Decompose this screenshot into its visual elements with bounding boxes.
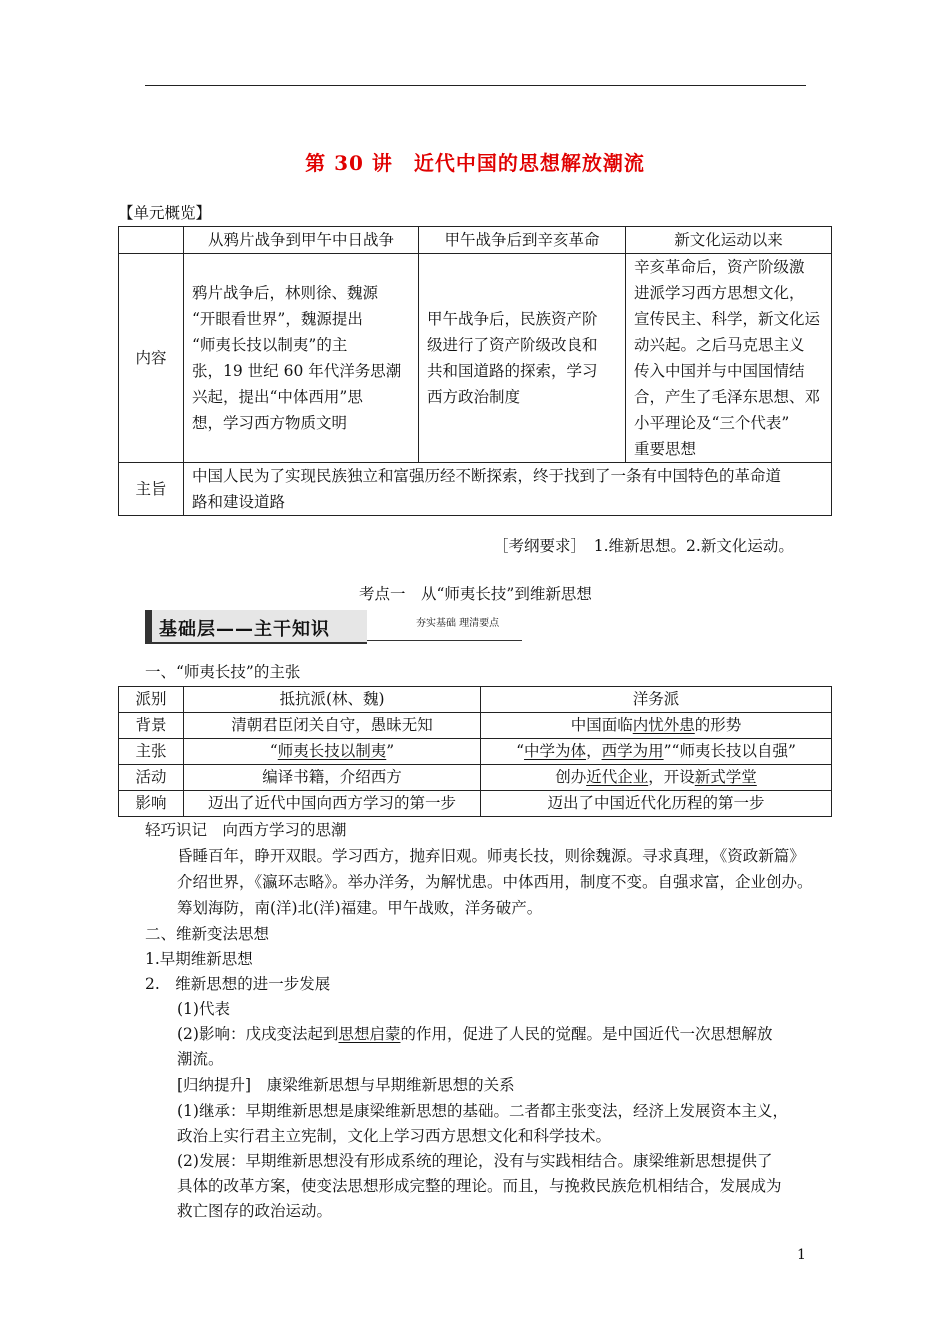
memory-heading: 轻巧识记 向西方学习的思潮 xyxy=(145,821,347,839)
sub-item-continued: 潮流。 xyxy=(177,1050,224,1068)
underlined-keyword: 思想启蒙 xyxy=(338,1025,401,1043)
table-cell: “师夷长技以制夷” xyxy=(184,739,481,765)
cell-line: “师夷长技以制夷”的主 xyxy=(192,336,348,354)
syllabus-requirements: ［考纲要求］ 1.维新思想。2.新文化运动。 xyxy=(493,537,794,555)
page-title: 第 30 讲 近代中国的思想解放潮流 xyxy=(305,151,645,175)
summary-line: 具体的改革方案，使变法思想形成完整的理论。而且，与挽救民族危机相结合，发展成为 xyxy=(177,1177,782,1195)
table-cell xyxy=(184,254,419,463)
row-label: 内容 xyxy=(119,254,184,463)
underlined-keyword: 中学为体 xyxy=(524,742,587,760)
row-label: 背景 xyxy=(119,713,184,739)
table-header-cell: 派别 xyxy=(119,687,184,713)
table-row xyxy=(119,739,832,765)
banner-underline xyxy=(367,640,522,641)
summary-line: 救亡图存的政治运动。 xyxy=(177,1202,333,1220)
overview-table xyxy=(118,226,832,516)
sub-item: (2)影响：戊戌变法起到思想启蒙的作用，促进了人民的觉醒。是中国近代一次思想解放 xyxy=(177,1025,773,1043)
table-header-cell: 抵抗派(林、魏) xyxy=(184,687,481,713)
cell-line: 进派学习西方思想文化， xyxy=(634,284,805,302)
cell-line: 甲午战争后，民族资产阶 xyxy=(427,310,598,328)
underlined-keyword: 内忧外患 xyxy=(632,716,695,734)
row-label: 主旨 xyxy=(119,463,184,516)
table-cell: “中学为体，西学为用”“师夷长技以自强” xyxy=(481,739,832,765)
cell-line: 鸦片战争后，林则徐、魏源 xyxy=(192,284,379,302)
cell-line: 兴起，提出“中体西用”思 xyxy=(192,388,363,406)
banner-bar xyxy=(145,610,152,644)
section-heading: 一、“师夷长技”的主张 xyxy=(145,663,301,681)
page-number: 1 xyxy=(797,1247,806,1263)
table-row xyxy=(119,791,832,817)
table-cell: 编译书籍，介绍西方 xyxy=(184,765,481,791)
sub-item: (1)代表 xyxy=(177,1000,230,1018)
banner-title: 基础层——主干知识 xyxy=(159,619,330,640)
table-row xyxy=(119,687,832,713)
memory-line: 昏睡百年，睁开双眼。学习西方，抛弃旧观。师夷长技，则徐魏源。寻求真理，《资政新篇》 xyxy=(177,847,805,865)
learn-west-table xyxy=(118,686,832,817)
cell-line: 西方政治制度 xyxy=(427,388,521,406)
cell-line: 宣传民主、科学，新文化运 xyxy=(634,310,821,328)
overview-label: 【单元概览】 xyxy=(118,204,212,222)
cell-line: 共和国道路的探索，学习 xyxy=(427,362,598,380)
cell-line: 级进行了资产阶级改良和 xyxy=(427,336,598,354)
cell-line: 想，学习西方物质文明 xyxy=(192,414,348,432)
underlined-keyword: 近代企业 xyxy=(586,768,649,786)
table-header-cell: 从鸦片战争到甲午中日战争 xyxy=(184,227,419,254)
row-label: 活动 xyxy=(119,765,184,791)
underlined-keyword: 新式学堂 xyxy=(694,768,757,786)
table-cell: 创办近代企业，开设新式学堂 xyxy=(481,765,832,791)
header-rule xyxy=(145,85,806,86)
table-cell xyxy=(184,463,832,516)
list-item: 1.早期维新思想 xyxy=(145,950,253,968)
summary-line: 政治上实行君主立宪制，文化上学习西方思想文化和科学技术。 xyxy=(177,1127,612,1145)
cell-line: 路和建设道路 xyxy=(192,493,286,511)
summary-line: (1)继承：早期维新思想是康梁维新思想的基础。二者都主张变法，经济上发展资本主义， xyxy=(177,1102,788,1120)
table-cell xyxy=(626,254,832,463)
row-label: 影响 xyxy=(119,791,184,817)
table-cell: 迈出了近代中国向西方学习的第一步 xyxy=(184,791,481,817)
table-cell: 清朝君臣闭关自守，愚昧无知 xyxy=(184,713,481,739)
table-row xyxy=(119,713,832,739)
cell-line: 动兴起。之后马克思主义 xyxy=(634,336,805,354)
cell-line: 小平理论及“三个代表” xyxy=(634,414,790,432)
cell-line: 重要思想 xyxy=(634,440,697,458)
cell-line: 辛亥革命后，资产阶级激 xyxy=(634,258,805,276)
table-row xyxy=(119,463,832,516)
cell-line: 合，产生了毛泽东思想、邓 xyxy=(634,388,821,406)
table-row xyxy=(119,227,832,254)
cell-line: 中国人民为了实现民族独立和富强历经不断探索，终于找到了一条有中国特色的革命道 xyxy=(192,467,782,485)
table-row xyxy=(119,254,832,463)
section-banner xyxy=(145,610,367,644)
table-cell: 中国面临内忧外患的形势 xyxy=(481,713,832,739)
table-header-cell: 洋务派 xyxy=(481,687,832,713)
banner-subtitle: 夯实基础 理清要点 xyxy=(416,618,500,629)
memory-line: 介绍世界，《瀛环志略》。举办洋务，为解忧患。中体西用，制度不变。自强求富，企业创办。 xyxy=(177,873,813,891)
table-header-cell xyxy=(119,227,184,254)
memory-line: 筹划海防，南(洋)北(洋)福建。甲午战败，洋务破产。 xyxy=(177,899,543,917)
table-header-cell: 新文化运动以来 xyxy=(626,227,832,254)
table-header-cell: 甲午战争后到辛亥革命 xyxy=(419,227,626,254)
row-label: 主张 xyxy=(119,739,184,765)
point-title: 考点一 从“师夷长技”到维新思想 xyxy=(359,585,592,603)
underlined-keyword: 师夷长技以制夷 xyxy=(277,742,387,760)
underlined-keyword: 西学为用 xyxy=(601,742,664,760)
table-row xyxy=(119,765,832,791)
table-cell xyxy=(419,254,626,463)
list-item: 2. 维新思想的进一步发展 xyxy=(145,975,331,993)
summary-heading: [归纳提升] 康梁维新思想与早期维新思想的关系 xyxy=(177,1076,515,1094)
cell-line: 张，19 世纪 60 年代洋务思潮 xyxy=(192,362,402,380)
table-cell: 迈出了中国近代化历程的第一步 xyxy=(481,791,832,817)
summary-line: (2)发展：早期维新思想没有形成系统的理论，没有与实践相结合。康梁维新思想提供了 xyxy=(177,1152,773,1170)
section-heading: 二、维新变法思想 xyxy=(145,925,270,943)
cell-line: “开眼看世界”，魏源提出 xyxy=(192,310,363,328)
cell-line: 传入中国并与中国国情结 xyxy=(634,362,805,380)
